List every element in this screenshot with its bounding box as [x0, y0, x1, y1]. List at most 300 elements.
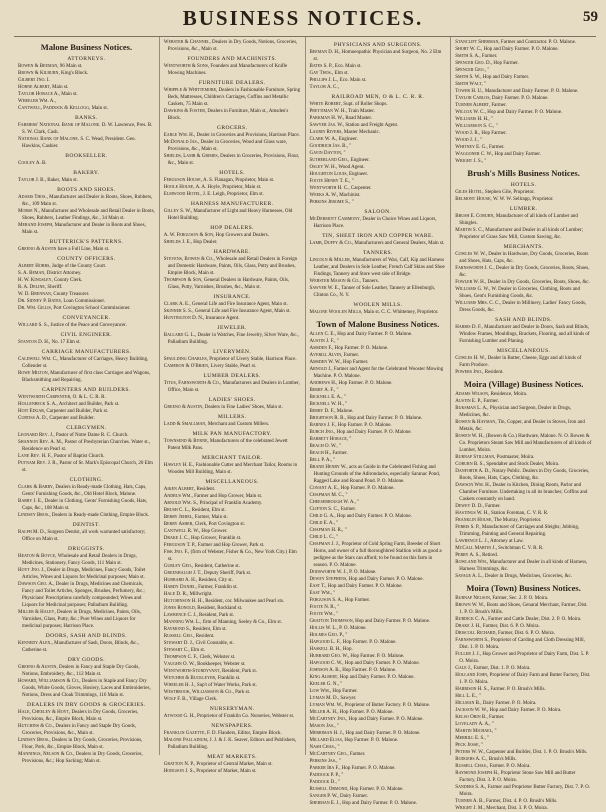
entry-name: Lincoln & Miller, — [309, 258, 352, 263]
entry-text: Stephen Gile, Proprietor. — [484, 190, 535, 195]
entry-name: Bates S. P., — [309, 64, 334, 69]
entry-text: " — [336, 535, 339, 540]
business-entry — [310, 625, 447, 632]
entry-name: Lyman M. D., — [309, 696, 340, 701]
entry-name: Hale D. R., — [163, 592, 189, 597]
business-entry — [164, 277, 301, 291]
business-entry — [310, 408, 447, 415]
entry-text: " — [340, 682, 343, 687]
entry-name: Berry D. F., — [309, 409, 336, 414]
entry-name: Lamb, Duffy & Co., — [309, 241, 354, 246]
entry-name: Burnap Nelson, — [455, 596, 492, 601]
entry-name: Stevens, Bowen & Co., — [163, 257, 215, 262]
business-entry — [310, 499, 447, 506]
business-entry — [455, 95, 592, 102]
business-entry — [310, 450, 447, 457]
entry-text: Carpenter and Builder, Park st. — [46, 409, 109, 414]
entry-text: " — [343, 395, 346, 400]
entry-name: H. W. Kingsley, — [18, 278, 53, 283]
business-entry — [310, 108, 447, 115]
entry-text: firm of Manning, Seeley & Co., Elm st. — [202, 620, 283, 625]
business-entry — [455, 279, 592, 286]
entry-name: Kennedy Alex., — [18, 641, 53, 646]
entry-text: Merchant, Dist. 3. P. O. Moira. — [486, 806, 548, 811]
entry-text: Dealers in Dry Goods, Groceries, Provisions, &c.; Hop Sacking; Main st. — [22, 752, 143, 764]
entry-name: Wilcox W. C., — [455, 110, 486, 115]
entry-name: Sutherland Geo., — [309, 158, 350, 163]
entry-name: Hill L. E., — [455, 694, 478, 699]
business-entry — [455, 130, 592, 137]
business-entry — [310, 443, 447, 450]
entry-name: Russell Chas., — [455, 764, 489, 769]
entry-name: Paddock P. P., — [309, 773, 341, 778]
entry-text: " — [344, 528, 347, 533]
entry-text: Farmer and Hop Grower, Main st. — [194, 494, 263, 499]
entry-name: Keeler G. N., — [309, 682, 340, 687]
category-heading: BANKS. — [74, 115, 98, 121]
business-entry — [310, 688, 447, 695]
entry-name: Rodgers A. C., — [455, 757, 488, 762]
entry-text: Hop Farmer. — [493, 61, 519, 66]
business-entry — [455, 742, 592, 749]
business-entry — [455, 405, 592, 419]
entry-text: A. S. Flanagan, Proprietor, Main st. — [202, 178, 275, 183]
entry-name: Williamson S. C., — [455, 124, 495, 129]
entry-name: Webster & Channel, — [163, 40, 211, 45]
business-entry — [164, 153, 301, 167]
category-heading: BUTTERICK'S PATTERNS. — [49, 239, 124, 245]
business-entry — [455, 552, 592, 559]
entry-name: Wentworth Carpenter, — [18, 395, 72, 400]
entry-name: Greeno & Austin, — [163, 405, 204, 410]
section-title: Moira (Village) Business Notices. — [463, 379, 584, 389]
business-entry — [18, 460, 155, 474]
entry-name: Johnson A. B., — [309, 668, 342, 673]
business-entry — [164, 584, 301, 591]
business-entry — [18, 70, 155, 77]
entry-text: Farmer. — [488, 715, 505, 720]
entry-name: Lawrence C. J., — [163, 613, 198, 618]
entry-name: Beeman D. H., — [309, 50, 341, 55]
business-entry — [455, 798, 592, 805]
category-heading: DENTIST. — [72, 522, 101, 528]
entry-text: Proprietor of Central Market, Main st. — [196, 762, 273, 767]
entry-text: Dealer in Clothing, Gents' Furnishing Goods, Hats, Caps, &c., 108 Main st. — [22, 499, 148, 511]
business-entry — [455, 763, 592, 770]
entry-text: Dealer in Dry Goods, Groceries, Boots, Shoes, &c. — [459, 266, 590, 278]
entry-name: Harris D. F., — [455, 325, 483, 330]
business-entry — [310, 352, 447, 359]
entry-name: Arnold J., — [309, 367, 333, 372]
entry-name: Taylor Carlos, — [455, 96, 491, 101]
entry-text: Port Covington School Commissioner. — [53, 306, 131, 311]
category-heading: BOOKSELLER. — [65, 153, 108, 159]
entry-text: Tin, Copper, and Dealer in Stoves, Iron and Metals, &c. — [459, 420, 585, 432]
entry-text: Station Foreman, C. V. R. R. — [491, 511, 549, 516]
entry-text: Dealers in Fashionable Furniture, Spring Beds, Mattresses, Children's Carriages, Coffins and Metallic Caskets, 75 Main st. — [167, 88, 301, 107]
business-entry — [455, 728, 592, 735]
entry-text: Wholesale and Retail Dealers in Drugs, Medicines, Stationery, Fancy Goods, 111 Main st. — [22, 554, 137, 566]
entry-name: Clark A. E., — [163, 302, 191, 307]
business-entry — [18, 356, 155, 370]
entry-text: Architect and Builder, Park st. — [58, 402, 120, 407]
business-entry — [310, 779, 447, 786]
entry-text: Hop Farmer. P. O. Malone. — [337, 423, 392, 428]
entry-text: acts as Guide in the Celebrated Fishing and Hunting Grounds of the Adirondacks, especially Saranac Pond, Ragged Lake and Round Pond. P. O. Malone. — [313, 465, 441, 484]
entry-name: Ferguson T. P., — [163, 543, 197, 548]
entry-name: Hillman B., — [455, 701, 482, 706]
entry-name: Merand Joseph, — [18, 223, 54, 228]
business-entry — [18, 370, 155, 384]
category-heading: JEWELER. — [217, 325, 247, 331]
entry-text: Hop Farmer. — [481, 131, 507, 136]
business-entry — [18, 640, 155, 654]
business-entry — [18, 394, 155, 401]
business-entry — [164, 696, 301, 703]
entry-name: Wetcher & Buckleyer, — [163, 676, 217, 681]
category-heading: HARDWARE. — [213, 249, 251, 255]
business-entry — [455, 53, 592, 60]
entry-text: Hop Farmer. P. O. Malone. — [342, 640, 397, 645]
entry-text: Livery Stable, Pearl st. — [210, 364, 257, 369]
entry-text: Loan Commissioner. — [63, 299, 106, 304]
entry-text: " — [336, 724, 339, 729]
business-entry — [310, 63, 447, 70]
entry-name: Rowland Wm., — [455, 560, 489, 565]
business-entry — [164, 598, 301, 605]
entry-name: Amsden F., — [309, 346, 334, 351]
entry-name: Townsend & Byrne, — [163, 439, 209, 444]
business-entry — [18, 77, 155, 84]
entry-text: Hop and Dairy Farmer. P. O. Malone. — [344, 661, 420, 666]
entry-name: Perkins Jas., — [309, 759, 338, 764]
business-entry — [164, 689, 301, 696]
business-entry — [455, 665, 592, 672]
entry-text: O. & L. C. R. R. — [72, 395, 106, 400]
entry-name: Hoyt Jno. J., — [18, 568, 46, 573]
business-entry — [164, 63, 301, 77]
business-entry — [455, 784, 592, 798]
entry-name: Ferris S. P., — [455, 525, 481, 530]
entry-name: Savage A. L., — [455, 574, 484, 579]
entry-text: Main st. — [52, 85, 69, 90]
entry-name: Thompson C. F., — [163, 655, 199, 660]
entry-text: J. J. & J. K. Seaver, Editors and Publishers, Palladium Building. — [167, 738, 297, 750]
business-entry — [310, 457, 447, 464]
entry-text: W. Dealer in Groceries, Clothing, Boots and Shoes, Gent's Furnishing Goods, &c. — [459, 287, 580, 299]
entry-name: Spencer Geo. D., — [455, 61, 493, 66]
category-heading: CONVEYANCER. — [62, 315, 111, 321]
entry-name: Stewart C., — [163, 648, 190, 653]
business-entry — [310, 492, 447, 499]
entry-text: W. W. W. Sellrapp, Proprietor. — [492, 197, 554, 202]
business-entry — [164, 761, 301, 768]
business-entry — [310, 345, 447, 352]
entry-text: " — [351, 200, 354, 205]
entry-text: " — [341, 773, 344, 778]
business-entry — [455, 419, 592, 433]
category-heading: MERCHANTS. — [503, 244, 544, 250]
entry-name: Wentworth-Sturdyvant, — [163, 669, 221, 674]
business-entry — [164, 39, 301, 53]
entry-text: Notary Public. Dealers in Dry Goods, Groceries, Boots, Shoes, Hats, Caps, Clothing, &c. — [459, 469, 590, 481]
business-entry — [455, 545, 592, 552]
business-entry — [18, 246, 155, 253]
entry-name: Short W. C., — [455, 47, 483, 52]
business-entry — [18, 664, 155, 678]
entry-text: " — [487, 736, 490, 741]
entry-text: Hop Grower. — [201, 529, 228, 534]
business-entry — [310, 464, 447, 485]
business-entry — [310, 77, 447, 84]
entry-text: Physician and Surgeon, Dealer in Drugs, Medicines, &c. — [459, 406, 572, 418]
entry-name: Averill Alvin, — [309, 353, 343, 358]
business-entry — [18, 581, 155, 609]
entry-name: Hapgood L. F., — [309, 640, 342, 645]
entry-name: Heaton & Boyce, — [18, 554, 57, 559]
entry-name: Wright J. M., — [455, 806, 485, 811]
entry-name: Skinner S. S., — [163, 309, 194, 314]
business-entry — [455, 355, 592, 369]
entry-text: Carpenter and Builder, Dist. 1. P. O. Brush's Mills. — [486, 750, 588, 755]
business-entry — [310, 653, 447, 660]
entry-name: Putnam Rev. J. R., — [18, 461, 59, 466]
entry-name: Jones Ronold, — [163, 606, 196, 611]
business-entry — [455, 109, 592, 116]
business-entry — [18, 415, 155, 422]
entry-name: Amsden W. W., — [309, 360, 342, 365]
entry-text: Eco. Main st. — [334, 64, 362, 69]
business-entry — [455, 672, 592, 686]
entry-text: Hop and Dairy Farmer. P. O. Malone. — [345, 731, 421, 736]
entry-name: A. W. Ferguson & Son, — [163, 233, 215, 238]
business-entry — [18, 609, 155, 630]
business-entry — [164, 404, 301, 411]
entry-text: Farmer, Main st. — [194, 515, 228, 520]
entry-text: Merchant and Custom Millers. — [207, 422, 270, 427]
business-entry — [18, 512, 155, 519]
entry-name: Merrill E. S., — [455, 736, 486, 741]
category-heading: CLOTHING. — [69, 477, 104, 483]
category-heading: WOOLEN MILLS. — [353, 302, 403, 308]
entry-text: Malone. — [336, 409, 354, 414]
business-entry — [164, 640, 301, 647]
entry-text: Farmer. P. O. Brush's Mills. — [490, 687, 546, 692]
business-entry — [455, 735, 592, 742]
notice-columns — [14, 36, 596, 811]
entry-name: Berry Jehiel, — [163, 515, 194, 520]
category-heading: ATTORNEYS. — [67, 56, 106, 62]
entry-name: National Bank of Malone. — [18, 137, 80, 142]
entry-name: Willard S. S., — [18, 323, 50, 328]
entry-text: Hop and Dairy Farmer. — [482, 75, 530, 80]
entry-name: Hollis W. L., — [309, 626, 338, 631]
entry-text: Hop and Dairy Farmer. P. O. Moira. — [489, 708, 562, 713]
category-heading: MILK PAN MANUFACTORY. — [192, 431, 272, 437]
business-entry — [455, 60, 592, 67]
entry-text: Manufacturers of Wax, Calf, Kip and Harness Leather, and Dealers in Sole Leather, French Calf Skins and Shoe Findings, Tannery and Store west side of Bridge. — [313, 258, 445, 277]
entry-name: Mannings, Nelson & Co., — [18, 752, 75, 757]
entry-text: Boots and Shoes, Genaral Merchant, Farmer, Dist. 1. P. O. Brush's Mills. — [459, 603, 588, 615]
business-entry — [18, 484, 155, 498]
business-entry — [310, 667, 447, 674]
entry-name: White Robert, — [309, 102, 343, 107]
entry-text: Manufacturer and Dealer in all kinds of Lumber; Proprietor of Grass Saw Mill, Custom Sawing, &c. — [459, 228, 583, 240]
business-entry — [18, 263, 155, 270]
entry-text: Dealer in Drugs, Medicines, Fancy Goods, Toilet Articles, Wines and Liquors for Medicinal purposes; Main st. — [22, 568, 146, 580]
business-entry — [310, 129, 447, 136]
entry-text: J. E. Leigh, Proprietor, Elm st. — [202, 192, 264, 197]
business-entry — [164, 87, 301, 108]
business-entry — [310, 331, 447, 338]
business-entry — [18, 529, 155, 543]
business-entry — [310, 164, 447, 171]
entry-name: Taylor A. C., — [309, 85, 339, 90]
entry-name: Gurley Geo., — [163, 564, 194, 569]
entry-text: Hop Farmer. P. O. Malone. — [349, 787, 404, 792]
entry-text: Proprietor of Carding and Cloth Dressing Mill, Dist. 1. P. O. Moira. — [459, 638, 585, 650]
entry-text: Dealer in Drugs, Medicines and Chemicals, Fancy and Toilet Articles, Sponges, Brushes, Perfumery, &c.; Physicians' Prescriptions carefully compounded; Wines and Liquors for Medicinal purposes; Palladium Building. — [22, 582, 145, 608]
business-entry — [455, 693, 592, 700]
entry-text: " — [481, 743, 484, 748]
business-entry — [18, 322, 155, 329]
entry-name: Waggoner C. W., — [455, 152, 494, 157]
business-entry — [164, 500, 301, 507]
business-entry — [164, 493, 301, 500]
entry-name: Parker Ira F., — [309, 766, 341, 771]
entry-name: Hardy Daniel, — [163, 585, 197, 590]
entry-name: Fowler W. H., — [455, 280, 487, 285]
entry-name: Bicknell E. A., — [309, 395, 343, 400]
entry-text: Dealer in Watches, Fine Jewelry, Silver Ware, &c., Palladium Building. — [167, 333, 299, 345]
entry-name: Cantwell, Paddock & Kellogg, — [18, 106, 91, 111]
entry-text: " — [480, 138, 483, 143]
business-entry — [18, 567, 155, 581]
category-heading: MERCHANT TAILOR. — [201, 455, 263, 461]
entry-text: Proprietor Stone Saw Mill and Butter Factory, Dist. 3. P. O. Moira. — [459, 771, 576, 783]
entry-name: Shannon Rev. A. M., — [18, 440, 64, 445]
entry-name: Sawyer Jas. W., — [309, 123, 345, 128]
business-entry — [18, 432, 155, 439]
business-entry — [18, 737, 155, 751]
entry-text: " — [336, 612, 339, 617]
entry-text: Resident, Elm st. — [191, 508, 226, 513]
entry-text: " — [349, 437, 352, 442]
business-entry — [164, 654, 301, 661]
business-entry — [18, 222, 155, 236]
business-entry — [455, 524, 592, 538]
business-entry — [455, 700, 592, 707]
entry-text: Manufacturer of all kinds of Lumber and Shingles. — [459, 214, 578, 226]
column-3 — [305, 37, 451, 806]
business-entry — [164, 570, 301, 577]
entry-text: Dealers in Dry Goods, Groceries, Provisions, &c., Empire Block, Main st. — [22, 710, 139, 722]
entry-name: Dodsworth W. J., — [309, 570, 348, 575]
business-entry — [310, 422, 447, 429]
entry-name: Gratton Thompson, — [309, 619, 354, 624]
business-entry — [164, 380, 301, 394]
business-entry — [310, 338, 447, 345]
entry-text: Pastor of Notre Dame R. C. Church. — [55, 433, 129, 438]
category-heading: DOORS, SASH AND BLINDS. — [45, 633, 128, 639]
business-entry — [310, 513, 447, 520]
entry-name: Beach O. W., — [309, 444, 338, 449]
business-entry — [310, 366, 447, 380]
entry-text: Sheriff. — [47, 285, 63, 290]
entry-name: Lindsey Bros., — [18, 513, 51, 518]
business-entry — [455, 517, 592, 524]
entry-text: Hop. — [342, 647, 353, 652]
entry-name: Ralph M. D., — [18, 530, 47, 535]
entry-text: Park st. — [235, 690, 251, 695]
business-entry — [310, 520, 447, 527]
entry-name: Barnes J. F., — [309, 423, 337, 428]
entry-text: Main st. — [91, 106, 108, 111]
entry-name: Malone Palladium, — [163, 738, 209, 743]
entry-name: Austin E. P., — [455, 399, 483, 404]
category-heading: RAILROAD MEN, O & L. C. R. R. — [331, 94, 425, 100]
business-entry — [18, 453, 155, 460]
business-entry — [455, 81, 592, 88]
business-entry — [455, 74, 592, 81]
entry-text: Hop Farmer. — [344, 598, 371, 603]
entry-name: Sawyer W. E., — [309, 286, 341, 291]
entry-name: Drake J. C., — [163, 536, 190, 541]
business-entry — [310, 681, 447, 688]
business-entry — [164, 108, 301, 122]
business-entry — [310, 604, 447, 611]
business-entry — [164, 626, 301, 633]
business-entry — [310, 143, 447, 150]
category-heading: MISCELLANEOUS. — [205, 479, 259, 485]
entry-name: Burch Jno., — [309, 430, 336, 435]
entry-name: Thompson & Son, — [163, 278, 203, 283]
category-heading: TANNERS. — [362, 250, 393, 256]
page-number: 59 — [583, 9, 598, 25]
entry-text: Dealer in Groceries, Wood and Glass ware, Provisions, &c., Main st. — [167, 140, 287, 152]
entry-text: Farmer and Proprietor Butter Factory, Dist. 7. P. O. Moira. — [459, 785, 590, 797]
entry-name: Dawson Wm. H., — [455, 483, 492, 488]
entry-text: Hop and Dairy Farmer. P. O. Malone. — [355, 619, 431, 624]
entry-name: Turner Albert, — [455, 103, 491, 108]
entry-name: Smith Walt, — [455, 82, 483, 87]
column-4 — [450, 37, 596, 811]
entry-text: Hop and Dairy Farmer. P. O. Malone. — [483, 47, 559, 52]
entry-name: Fuller J. J., — [455, 652, 482, 657]
entry-name: Aiken Albert, — [163, 487, 196, 492]
entry-text: Resident, cor. Milwaukee and Pearl sts. — [205, 599, 285, 604]
entry-name: Hale, Cheeley & Hoyt, — [18, 710, 71, 715]
entry-text: " — [339, 444, 342, 449]
business-entry — [164, 421, 301, 428]
entry-text: Spendalter and Stock Dealer, Moira. — [486, 462, 560, 467]
business-entry — [310, 639, 447, 646]
entry-name: Titus, Farnsworth & Co., — [163, 381, 222, 386]
business-entry — [310, 695, 447, 702]
entry-name: Phillips J. L., — [309, 78, 339, 83]
business-entry — [455, 503, 592, 510]
entry-text: Hop and Dairy Farmer. P. O. Malone. — [336, 514, 412, 519]
entry-text: Hop Farmer. P. O. Malone. — [344, 738, 399, 743]
business-entry — [164, 577, 301, 584]
business-entry — [310, 569, 447, 576]
category-heading: HARNESS MANUFACTURER. — [190, 201, 274, 207]
business-entry — [310, 660, 447, 667]
entry-text: Farmer. P. O. Moira. — [489, 764, 531, 769]
entry-name: Berry A. F., — [309, 388, 336, 393]
entry-name: Greeno & Austin, — [18, 665, 58, 670]
entry-name: East T., — [309, 584, 327, 589]
